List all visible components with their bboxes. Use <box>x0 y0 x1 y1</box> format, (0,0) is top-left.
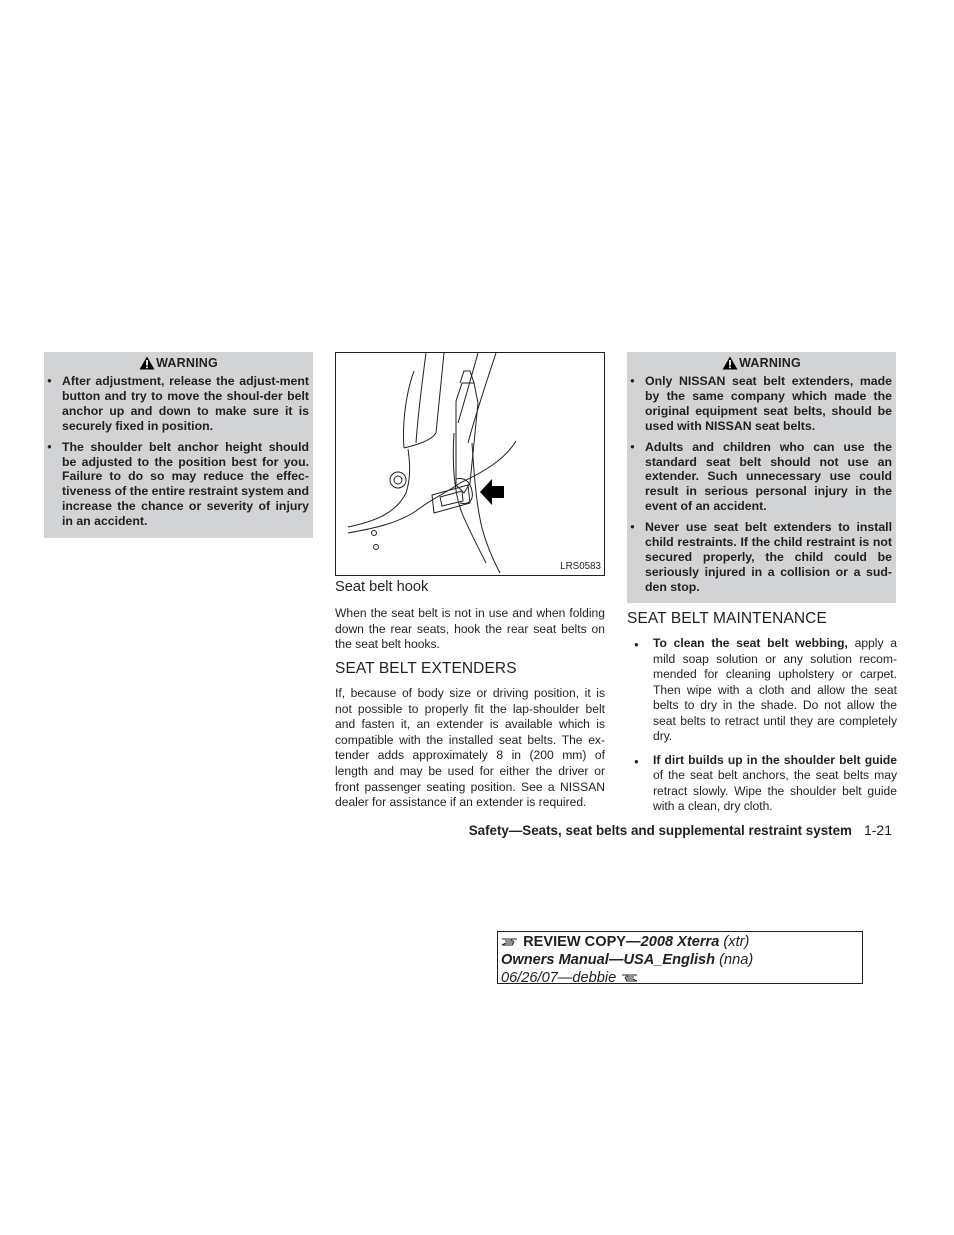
warning-box-right <box>627 352 896 603</box>
page-number: 1-21 <box>863 822 892 838</box>
review-model: 2008 Xterra <box>640 934 720 950</box>
review-date: 06/26/07—debbie <box>501 970 617 986</box>
warning-item: ● After adjustment, release the adjust-ment button and try to move the shoul-der belt anchor up and down to make sure it is securely fixed in position. <box>62 374 309 434</box>
figure-code: LRS0583 <box>560 561 601 572</box>
warning-triangle-icon <box>139 356 155 370</box>
review-line-2 <box>501 951 862 969</box>
maintenance-heading: SEAT BELT MAINTENANCE <box>627 610 827 627</box>
warning-box-left <box>44 352 313 538</box>
arrow-icon <box>480 479 504 505</box>
page-footer <box>469 822 892 838</box>
warning-header <box>44 352 313 374</box>
seat-belt-hook-figure <box>335 352 605 576</box>
maintenance-item <box>653 636 897 745</box>
warning-item: ● Only NISSAN seat belt extenders, made by the same company which made the original equipment seat belts, should be used with NISSAN seat belts. <box>645 374 892 434</box>
review-line-1 <box>501 933 862 951</box>
figure-caption: Seat belt hook <box>335 579 429 595</box>
review-model-code: (xtr) <box>719 934 750 950</box>
warning-item: ● Adults and children who can use the standard seat belt should not use an extender. Such unnecessary use could result in serious personal injury in the event of an accident. <box>645 440 892 515</box>
maintenance-item-text: of the seat belt anchors, the seat belts may retract slowly. Wipe the shoulder belt guide with a clean, dry cloth. <box>653 768 897 813</box>
hook-paragraph: When the seat belt is not in use and when folding down the rear seats, hook the rear seat belts on the seat belt hooks. <box>335 606 605 652</box>
review-manual: Owners Manual—USA_English <box>501 952 716 968</box>
section-title: Safety—Seats, seat belts and supplemental restraint system <box>468 823 852 838</box>
warning-header <box>627 352 896 374</box>
review-line-3 <box>501 969 862 987</box>
warning-triangle-icon <box>722 356 738 370</box>
warning-title: WARNING <box>156 356 218 370</box>
maintenance-item-lead: If dirt builds up in the shoulder belt guide <box>653 752 897 767</box>
extenders-paragraph: If, because of body size or driving position, it is not possible to properly fit the lap-shoulder belt and fasten it, an extender is available which is compatible with the installed seat belts. The ex-tender adds approximately 8 in (200 mm) of length and may be used for either the driver or front passenger seating position. See a NISSAN dealer for assistance if an extender is required. <box>335 686 605 810</box>
maintenance-item <box>653 753 897 815</box>
review-label: REVIEW COPY— <box>523 934 641 950</box>
pointing-hand-right-icon <box>501 935 519 947</box>
review-copy-stamp <box>497 931 863 984</box>
review-manual-code: (nna) <box>715 952 754 968</box>
maintenance-item-text: apply a mild soap solution or any solution recom-mended for cleaning upholstery or carpet. Then wipe with a cloth and allow the seat belts to dry in the shade. Do not allow the seat belts to retract until they are completely dry. <box>653 636 897 743</box>
maintenance-list <box>627 636 897 823</box>
maintenance-item-lead: To clean the seat belt webbing, <box>653 636 848 650</box>
seat-belt-hook-illustration <box>336 353 604 575</box>
warning-item: ● Never use seat belt extenders to install child restraints. If the child restraint is not secured properly, the child could be seriously injured in a collision or a sud-den stop. <box>645 520 892 595</box>
warning-title: WARNING <box>739 356 801 370</box>
pointing-hand-left-icon <box>620 971 638 983</box>
extenders-heading: SEAT BELT EXTENDERS <box>335 660 517 677</box>
warning-item: ● The shoulder belt anchor height should be adjusted to the position best for you. Failure to do so may reduce the effec-tiveness of the entire restraint system and increase the chance or severity of injury in an accident. <box>62 440 309 529</box>
